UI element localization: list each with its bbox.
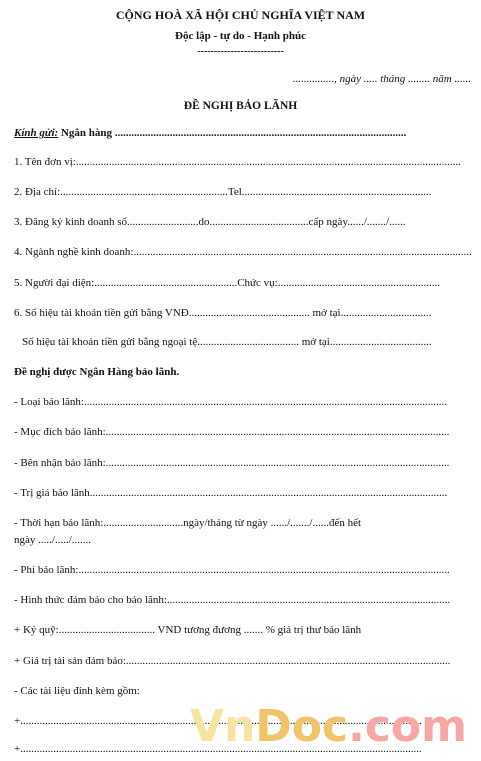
country-heading: CỘNG HOÀ XÃ HỘI CHỦ NGHĨA VIỆT NAM — [115, 8, 366, 22]
field-foreign-account: Số hiệu tài khoản tiền gửi bằng ngoại tệ..................................... mở tại..................................... — [22, 336, 432, 348]
field-vnd-account: 6. Số hiệu tài khoản tiền gửi bằng VNĐ............................................ mở tại................................. — [14, 307, 432, 319]
field-business-line: 4. Ngành nghề kinh doanh:........................................................................................................................... — [14, 246, 472, 258]
item-collateral-value: + Giá trị tài sản đảm bảo:...................................................................................................................... — [14, 655, 451, 667]
item-guarantee-type: - Loại bảo lãnh:.................................................................................................................................... — [14, 396, 447, 408]
separator-line: -------------------------- — [197, 46, 284, 57]
item-guarantee-value: - Trị giá bảo lãnh.................................................................................................................................. — [14, 487, 448, 499]
item-attachment-line-1: +.................................................................................................................................................. — [14, 715, 422, 727]
field-representative: 5. Người đại diện:....................................................Chức vụ:........................................................... — [14, 277, 440, 289]
item-security-form: - Hình thức đảm bảo cho bảo lãnh:....................................................................................................... — [14, 594, 451, 606]
item-guarantee-purpose: - Mục đích bảo lãnh:............................................................................................................................. — [14, 426, 450, 438]
date-line: ..............., ngày ..... tháng ........ năm ...... — [292, 73, 471, 85]
item-attachment-line-2: +.................................................................................................................................................. — [14, 743, 422, 755]
item-guarantee-fee: - Phí bảo lãnh:....................................................................................................................................... — [14, 564, 450, 576]
field-address: 2. Địa chỉ:.............................................................Tel..................................................................... — [14, 186, 432, 198]
document-title: ĐỀ NGHỊ BẢO LÃNH — [183, 100, 298, 112]
greeting-value: Ngân hàng .......................................................................................................... — [60, 127, 407, 139]
item-guarantee-term-end: ngày ...../...../....... — [14, 534, 91, 546]
request-heading: Đề nghị được Ngân Hàng bảo lãnh. — [14, 366, 180, 378]
field-business-registration: 3. Đăng ký kinh doanh số..........................do....................................cấp ngày....../......./...... — [14, 216, 406, 228]
item-attachments-heading: - Các tài liệu đính kèm gồm: — [14, 685, 140, 697]
greeting-line — [14, 126, 406, 140]
field-unit-name: 1. Tên đơn vị:............................................................................................................................................ — [14, 156, 461, 168]
item-deposit: + Ký quỹ:................................... VND tương đương ....... % giá trị thư bảo lãnh — [14, 624, 362, 636]
vndoc-watermark-logo: VnDoc.com — [189, 701, 467, 752]
item-guarantee-term: - Thời hạn bảo lãnh:.............................ngày/tháng từ ngày ....../......./......đến hết — [14, 517, 362, 529]
greeting-label: Kính gửi: — [14, 127, 59, 139]
item-beneficiary: - Bên nhận bảo lãnh:............................................................................................................................. — [14, 457, 450, 469]
motto: Độc lập - tự do - Hạnh phúc — [175, 30, 306, 42]
